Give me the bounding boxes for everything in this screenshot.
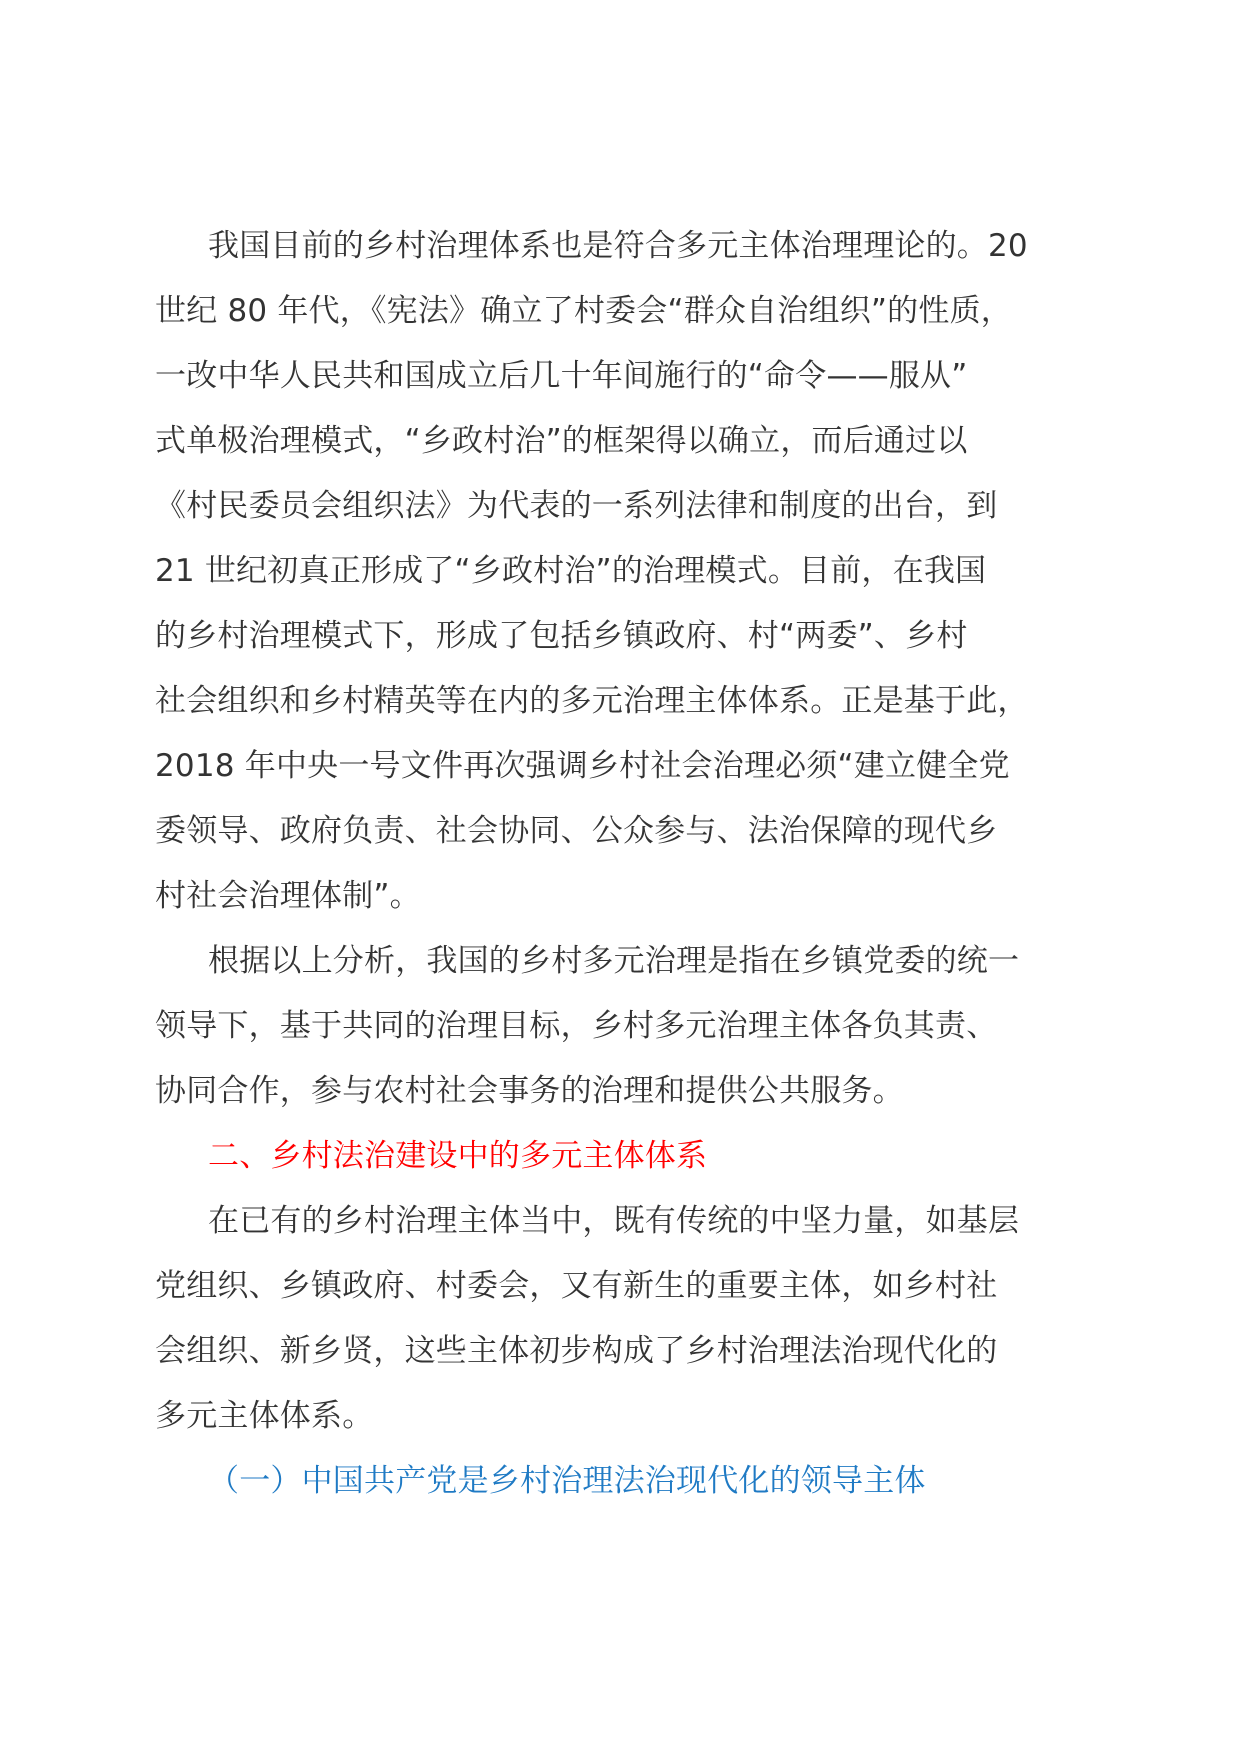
paragraph-line: 协同合作，参与农村社会事务的治理和提供公共服务。 [155, 1073, 904, 1109]
paragraph-line: 委领导、政府负责、社会协同、公众参与、法治保障的现代乡 [155, 813, 998, 849]
paragraph-line: 多元主体体系。 [155, 1398, 374, 1434]
paragraph-line: 世纪 80 年代，《宪法》确立了村委会“群众自治组织”的性质， [155, 293, 1012, 329]
subsection-heading: （一）中国共产党是乡村治理法治现代化的领导主体 [208, 1463, 926, 1499]
paragraph-line: 社会组织和乡村精英等在内的多元治理主体体系。正是基于此， [155, 683, 1029, 719]
paragraph-line: 《村民委员会组织法》为代表的一系列法律和制度的出台，到 [155, 488, 998, 524]
paragraph-line: 在已有的乡村治理主体当中，既有传统的中坚力量，如基层 [208, 1203, 1020, 1239]
paragraph-line: 2018 年中央一号文件再次强调乡村社会治理必须“建立健全党 [155, 748, 1010, 784]
paragraph-line: 村社会治理体制”。 [155, 878, 421, 914]
paragraph-line: 的乡村治理模式下，形成了包括乡镇政府、村“两委”、乡村 [155, 618, 968, 654]
paragraph-line: 式单极治理模式，“乡政村治”的框架得以确立，而后通过以 [155, 423, 968, 459]
paragraph-line: 领导下，基于共同的治理目标，乡村多元治理主体各负其责、 [155, 1008, 998, 1044]
paragraph-line: 一改中华人民共和国成立后几十年间施行的“命令——服从” [155, 358, 968, 394]
paragraph-line: 根据以上分析，我国的乡村多元治理是指在乡镇党委的统一 [208, 943, 1020, 979]
paragraph-line: 21 世纪初真正形成了“乡政村治”的治理模式。目前，在我国 [155, 553, 987, 589]
paragraph-line: 我国目前的乡村治理体系也是符合多元主体治理理论的。20 [208, 228, 1028, 264]
section-heading: 二、乡村法治建设中的多元主体体系 [208, 1138, 708, 1174]
paragraph-line: 党组织、乡镇政府、村委会，又有新生的重要主体，如乡村社 [155, 1268, 998, 1304]
paragraph-line: 会组织、新乡贤，这些主体初步构成了乡村治理法治现代化的 [155, 1333, 998, 1369]
